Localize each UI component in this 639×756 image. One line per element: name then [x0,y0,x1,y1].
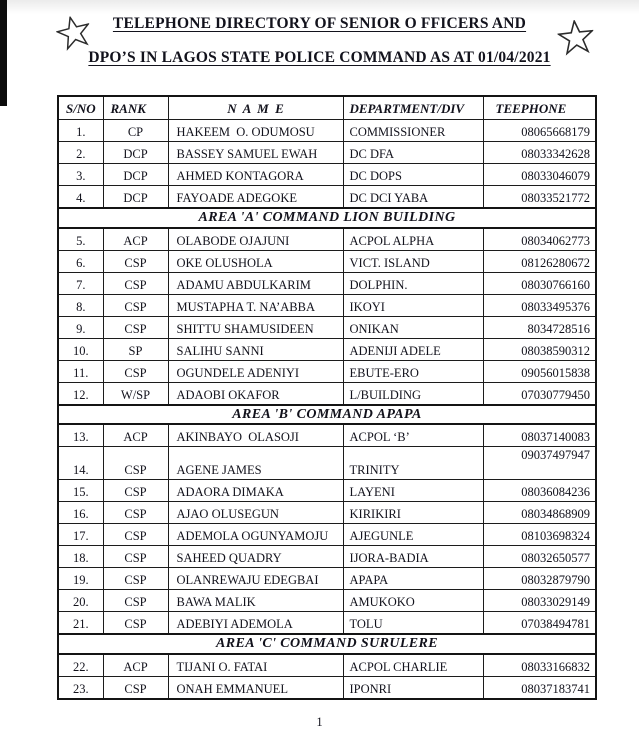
section-header-row [58,208,596,228]
cell-dept: ACPOL ‘B’ [343,424,483,447]
cell-phone: 08038590312 [483,338,596,360]
cell-phone: 08103698324 [483,524,596,546]
scan-artifact-bar [0,0,7,106]
cell-sno: 4. [58,186,103,209]
cell-name: AKINBAYO OLASOJI [168,424,343,447]
cell-sno: 19. [58,568,103,590]
document-title [42,15,597,67]
cell-name: ADAOBI OKAFOR [168,382,343,405]
cell-rank: CSP [103,590,168,612]
cell-name: ONAH EMMANUEL [168,677,343,700]
cell-rank: DCP [103,164,168,186]
title-line-2: DPO’S IN LAGOS STATE POLICE COMMAND AS AT 01/04/2021 [88,48,551,66]
header-sno: S/NO [58,96,103,120]
cell-name: OLABODE OJAJUNI [168,228,343,251]
section-header-row [58,634,596,654]
cell-name: SAHEED QUADRY [168,546,343,568]
section-header-row [58,405,596,425]
scan-shade [0,0,639,14]
header-telephone: TEEPHONE [483,96,596,120]
title-line-1: TELEPHONE DIRECTORY OF SENIOR O FFICERS AND [112,15,527,32]
cell-name: BAWA MALIK [168,590,343,612]
cell-phone: 08033342628 [483,142,596,164]
table-row [58,424,596,447]
cell-phone: 08065668179 [483,120,596,142]
cell-sno: 10. [58,338,103,360]
cell-name: ADEBIYI ADEMOLA [168,612,343,635]
table-row [58,502,596,524]
header-row [58,96,596,120]
cell-dept: TOLU [343,612,483,635]
cell-phone: 08030766160 [483,272,596,294]
cell-rank: W/SP [103,382,168,405]
table-row [58,228,596,251]
header-name: N A M E [168,96,343,120]
cell-dept: L/BUILDING [343,382,483,405]
cell-name: SHITTU SHAMUSIDEEN [168,316,343,338]
header-department: DEPARTMENT/DIV [343,96,483,120]
table-row [58,120,596,142]
cell-sno: 12. [58,382,103,405]
cell-dept: DOLPHIN. [343,272,483,294]
cell-dept: DC DFA [343,142,483,164]
cell-phone: 07030779450 [483,382,596,405]
cell-rank: CSP [103,524,168,546]
cell-rank: CSP [103,316,168,338]
cell-rank: DCP [103,142,168,164]
cell-rank: CSP [103,272,168,294]
cell-rank: ACP [103,228,168,251]
cell-rank: CSP [103,447,168,480]
cell-sno: 16. [58,502,103,524]
cell-sno: 1. [58,120,103,142]
cell-phone: 08033166832 [483,654,596,677]
cell-phone: 09037497947 [483,447,596,480]
cell-name: ADAMU ABDULKARIM [168,272,343,294]
cell-name: BASSEY SAMUEL EWAH [168,142,343,164]
cell-phone: 08126280672 [483,250,596,272]
cell-sno: 5. [58,228,103,251]
cell-rank: CSP [103,480,168,502]
cell-phone: 08037183741 [483,677,596,700]
cell-dept: TRINITY [343,447,483,480]
cell-sno: 11. [58,360,103,382]
table-row [58,316,596,338]
cell-sno: 22. [58,654,103,677]
table-row [58,524,596,546]
cell-dept: AMUKOKO [343,590,483,612]
cell-name: FAYOADE ADEGOKE [168,186,343,209]
cell-dept: ACPOL ALPHA [343,228,483,251]
cell-sno: 7. [58,272,103,294]
directory-table-body [58,120,596,700]
table-row [58,612,596,635]
cell-name: ADAORA DIMAKA [168,480,343,502]
telephone-directory-table [57,95,597,700]
table-row [58,546,596,568]
table-row [58,250,596,272]
cell-dept: DC DCI YABA [343,186,483,209]
cell-sno: 15. [58,480,103,502]
cell-dept: AJEGUNLE [343,524,483,546]
cell-phone: 08033521772 [483,186,596,209]
cell-name: HAKEEM O. ODUMOSU [168,120,343,142]
cell-dept: ADENIJI ADELE [343,338,483,360]
cell-rank: CP [103,120,168,142]
cell-dept: DC DOPS [343,164,483,186]
cell-dept: LAYENI [343,480,483,502]
table-row [58,447,596,480]
table-row [58,294,596,316]
cell-dept: IKOYI [343,294,483,316]
cell-phone: 8034728516 [483,316,596,338]
cell-name: OLANREWAJU EDEGBAI [168,568,343,590]
cell-dept: ACPOL CHARLIE [343,654,483,677]
header-rank: RANK [103,96,168,120]
cell-name: AJAO OLUSEGUN [168,502,343,524]
cell-dept: COMMISSIONER [343,120,483,142]
cell-rank: CSP [103,612,168,635]
section-header: AREA 'A' COMMAND LION BUILDING [58,208,596,228]
cell-dept: IPONRI [343,677,483,700]
cell-sno: 20. [58,590,103,612]
cell-phone: 07038494781 [483,612,596,635]
section-header: AREA 'C' COMMAND SURULERE [58,634,596,654]
cell-phone: 08033046079 [483,164,596,186]
cell-sno: 17. [58,524,103,546]
cell-rank: ACP [103,654,168,677]
table-row [58,568,596,590]
table-row [58,338,596,360]
cell-rank: ACP [103,424,168,447]
cell-rank: CSP [103,360,168,382]
cell-sno: 6. [58,250,103,272]
cell-sno: 3. [58,164,103,186]
cell-dept: KIRIKIRI [343,502,483,524]
table-row [58,186,596,209]
cell-sno: 14. [58,447,103,480]
cell-phone: 08032879790 [483,568,596,590]
cell-name: AGENE JAMES [168,447,343,480]
cell-phone: 08037140083 [483,424,596,447]
cell-name: AHMED KONTAGORA [168,164,343,186]
cell-sno: 21. [58,612,103,635]
page-number: 1 [316,715,323,729]
cell-sno: 13. [58,424,103,447]
table-row [58,480,596,502]
cell-phone: 08034868909 [483,502,596,524]
cell-phone: 08034062773 [483,228,596,251]
cell-phone: 08033495376 [483,294,596,316]
cell-sno: 8. [58,294,103,316]
cell-phone: 08036084236 [483,480,596,502]
table-row [58,382,596,405]
cell-name: ADEMOLA OGUNYAMOJU [168,524,343,546]
table-row [58,272,596,294]
cell-name: MUSTAPHA T. NA’ABBA [168,294,343,316]
table-row [58,590,596,612]
cell-rank: SP [103,338,168,360]
cell-rank: CSP [103,294,168,316]
cell-sno: 2. [58,142,103,164]
table-header [58,96,596,120]
cell-dept: APAPA [343,568,483,590]
table-row [58,360,596,382]
cell-rank: CSP [103,568,168,590]
cell-phone: 08033029149 [483,590,596,612]
table-row [58,142,596,164]
cell-rank: CSP [103,250,168,272]
cell-name: SALIHU SANNI [168,338,343,360]
table-row [58,164,596,186]
cell-dept: IJORA-BADIA [343,546,483,568]
cell-sno: 9. [58,316,103,338]
cell-rank: DCP [103,186,168,209]
cell-phone: 08032650577 [483,546,596,568]
cell-rank: CSP [103,546,168,568]
cell-dept: EBUTE-ERO [343,360,483,382]
table-row [58,677,596,700]
cell-name: TIJANI O. FATAI [168,654,343,677]
cell-dept: VICT. ISLAND [343,250,483,272]
cell-rank: CSP [103,502,168,524]
cell-rank: CSP [103,677,168,700]
table-row [58,654,596,677]
cell-phone: 09056015838 [483,360,596,382]
cell-sno: 18. [58,546,103,568]
section-header: AREA 'B' COMMAND APAPA [58,405,596,425]
cell-sno: 23. [58,677,103,700]
cell-dept: ONIKAN [343,316,483,338]
cell-name: OGUNDELE ADENIYI [168,360,343,382]
cell-name: OKE OLUSHOLA [168,250,343,272]
